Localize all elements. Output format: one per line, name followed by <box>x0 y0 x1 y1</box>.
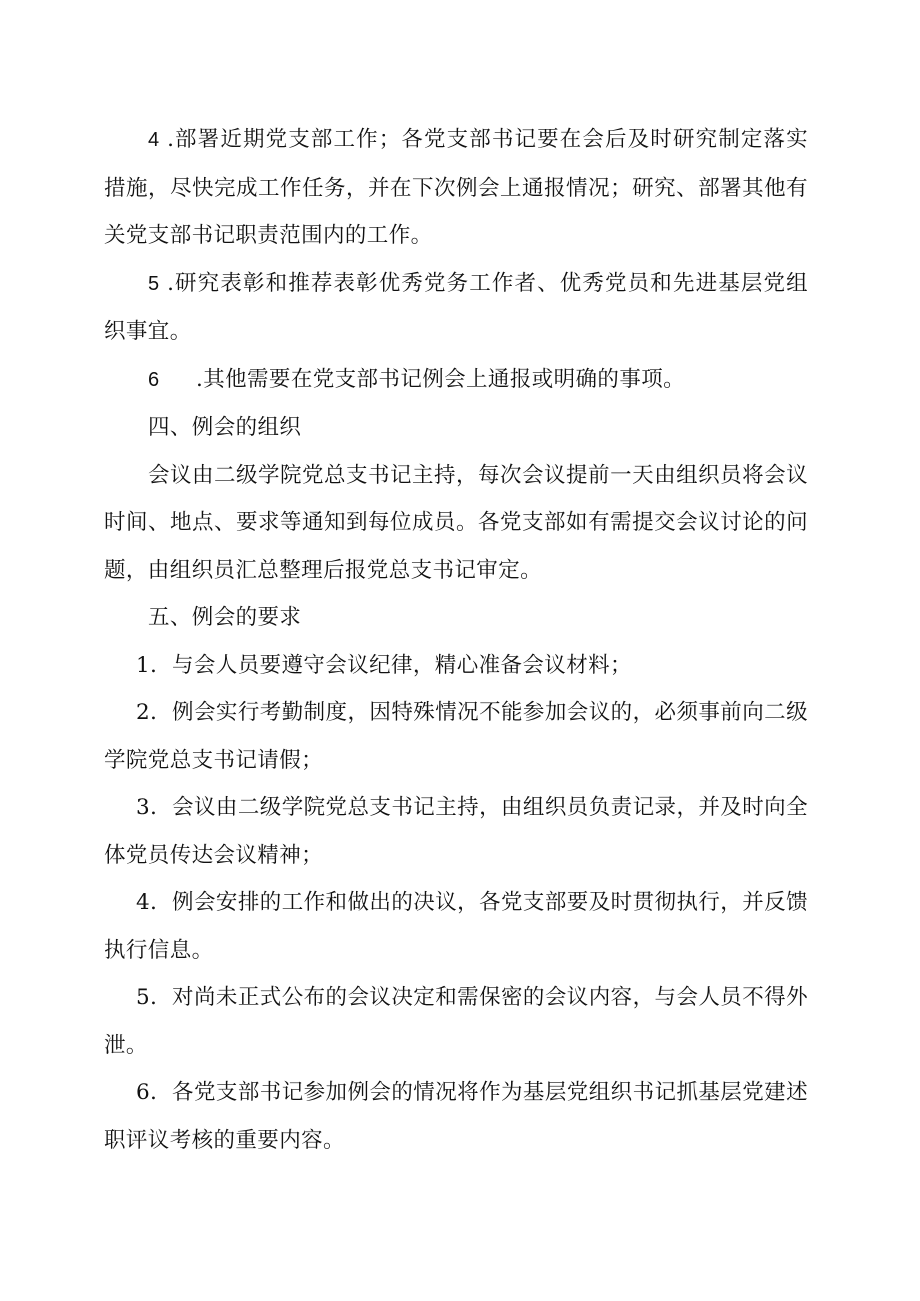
item-text: ．与会人员要遵守会议纪律，精心准备会议材料； <box>150 652 632 678</box>
item-number: 6 <box>148 368 160 391</box>
list-item <box>104 974 808 1069</box>
item-text: ．会议由二级学院党总支书记主持，由组织员负责记录，并及时向全体党员传达会议精神； <box>104 795 808 868</box>
item-number: 6 <box>136 1080 151 1105</box>
item-number: 2 <box>136 700 151 725</box>
list-item <box>104 689 808 784</box>
list-item <box>104 784 808 879</box>
list-item <box>104 260 808 356</box>
item-number: 3 <box>136 795 151 820</box>
item-text: ．例会安排的工作和做出的决议，各党支部要及时贯彻执行，并反馈执行信息。 <box>104 890 808 963</box>
item-text: ．各党支部书记参加例会的情况将作为基层党组织书记抓基层党建述职评议考核的重要内容。 <box>104 1080 808 1153</box>
item-number: 4 <box>148 129 160 151</box>
list-item <box>104 356 808 405</box>
list-item <box>104 1069 808 1164</box>
list-item <box>104 879 808 974</box>
list-item <box>104 116 808 260</box>
section-heading: 四、例会的组织 <box>148 415 302 440</box>
item-number: 1 <box>136 652 151 678</box>
item-text: .研究表彰和推荐表彰优秀党务工作者、优秀党员和先进基层党组织事宜。 <box>104 270 808 344</box>
item-number: 5 <box>136 985 151 1010</box>
item-text: ．例会实行考勤制度，因特殊情况不能参加会议的，必须事前向二级学院党总支书记请假； <box>104 700 808 773</box>
item-number: 4 <box>136 890 151 915</box>
section-paragraph: 会议由二级学院党总支书记主持，每次会议提前一天由组织员将会议时间、地点、要求等通知到每位成员。各党支部如有需提交会议讨论的问题，由组织员汇总整理后报党总支书记审定。 <box>104 462 808 583</box>
document-body <box>104 116 808 1164</box>
item-text: ．对尚未正式公布的会议决定和需保密的会议内容，与会人员不得外泄。 <box>104 985 808 1058</box>
item-number: 5 <box>148 272 160 295</box>
item-text: .其他需要在党支部书记例会上通报或明确的事项。 <box>196 366 686 392</box>
list-item <box>104 642 808 690</box>
item-text: .部署近期党支部工作；各党支部书记要在会后及时研究制定落实措施，尽快完成工作任务，并在下次例会上通报情况；研究、部署其他有关党支部书记职责范围内的工作。 <box>104 127 808 248</box>
section-heading: 五、例会的要求 <box>148 605 302 630</box>
